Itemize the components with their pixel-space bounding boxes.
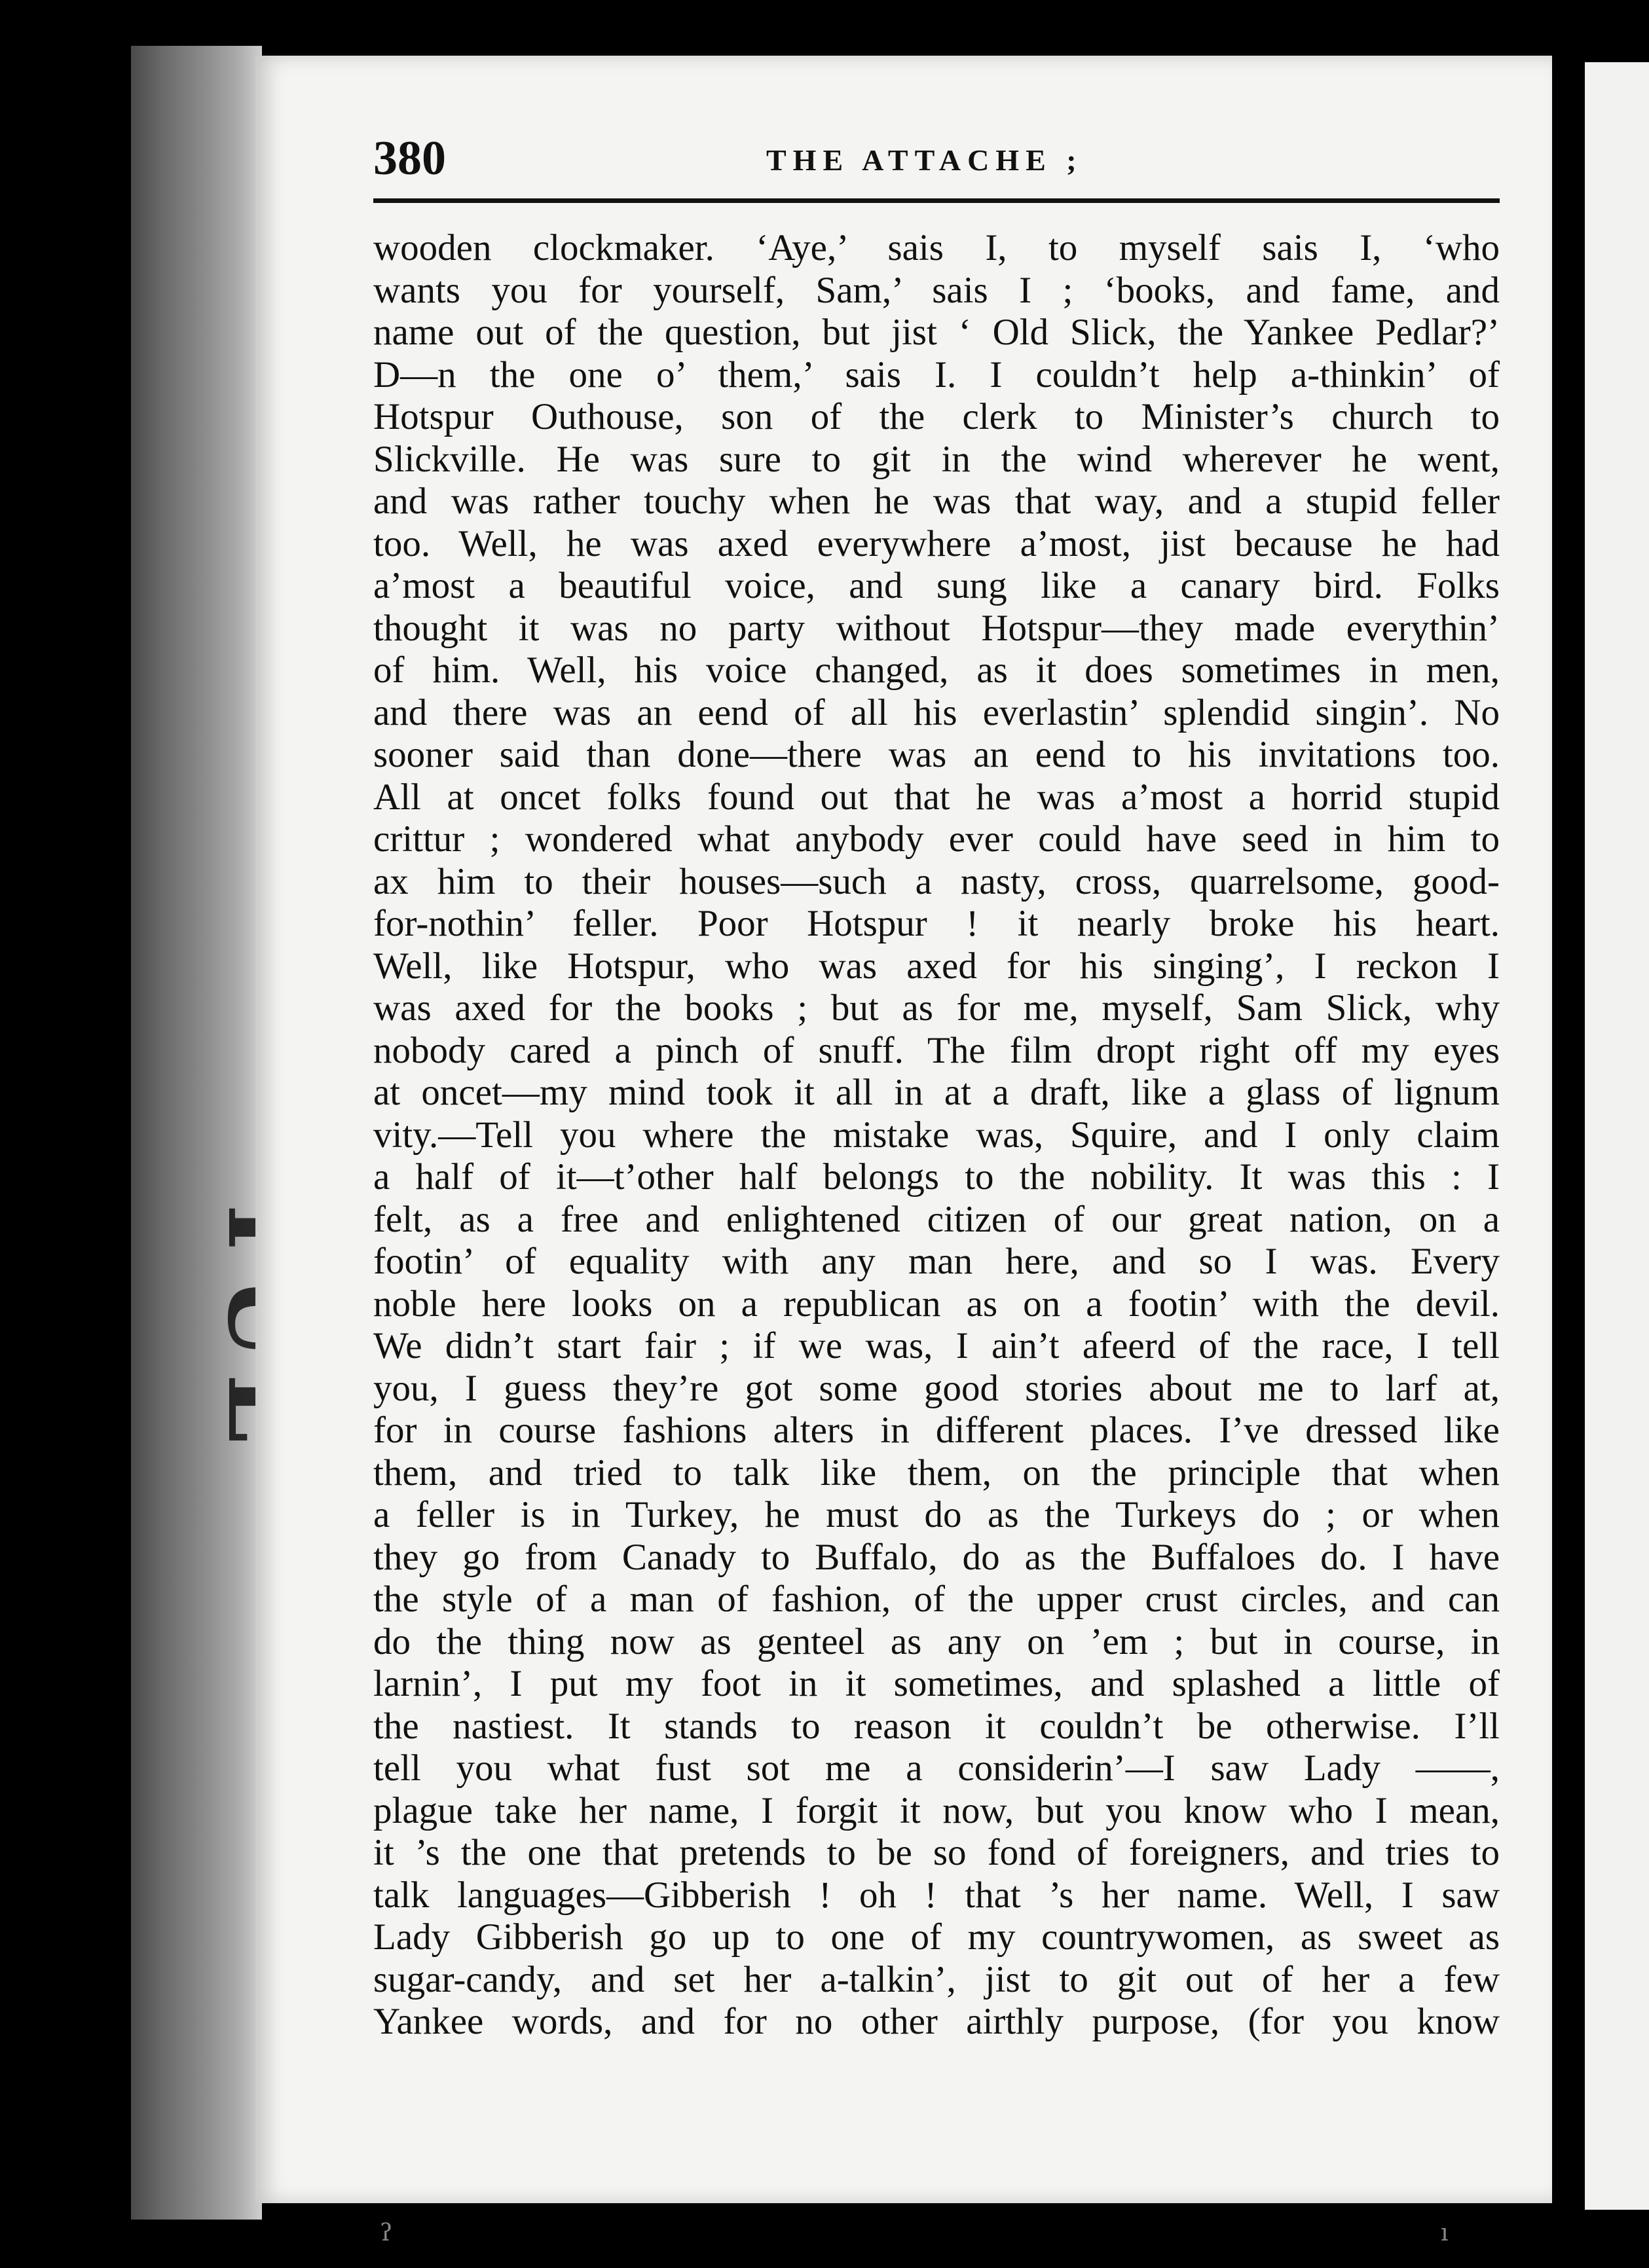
text-line: Hotspur Outhouse, son of the clerk to Minister’s church to bbox=[373, 396, 1500, 437]
text-line: felt, as a free and enlightened citizen of our great nation, on a bbox=[373, 1198, 1500, 1240]
text-line: sooner said than done—there was an eend to his invitations too. bbox=[373, 734, 1500, 775]
page-number: 380 bbox=[373, 132, 446, 185]
text-line: for in course fashions alters in different places. I’ve dressed like bbox=[373, 1410, 1500, 1451]
text-line: We didn’t start fair ; if we was, I ain’t afeerd of the race, I tell bbox=[373, 1325, 1500, 1366]
text-line: too. Well, he was axed everywhere a’most, jist because he had bbox=[373, 522, 1500, 564]
text-line: Slickville. He was sure to git in the wind wherever he went, bbox=[373, 438, 1500, 480]
text-line: larnin’, I put my foot in it sometimes, and splashed a little of bbox=[373, 1663, 1500, 1704]
text-line: thought it was no party without Hotspur—they made everythin’ bbox=[373, 607, 1500, 649]
text-line: sugar-candy, and set her a-talkin’, jist to git out of her a few bbox=[373, 1958, 1500, 2000]
page bbox=[255, 56, 1552, 2203]
header-rule bbox=[373, 198, 1500, 203]
text-line: the style of a man of fashion, of the upper crust circles, and can bbox=[373, 1579, 1500, 1620]
text-line: was axed for the books ; but as for me, myself, Sam Slick, why bbox=[373, 987, 1500, 1029]
text-line: plague take her name, I forgit it now, but you know who I mean, bbox=[373, 1789, 1500, 1831]
text-line: them, and tried to talk like them, on the principle that when bbox=[373, 1452, 1500, 1493]
scan-mark-left: ʔ bbox=[380, 2220, 393, 2246]
body-text bbox=[373, 227, 1500, 2043]
text-line: ax him to their houses—such a nasty, cross, quarrelsome, good- bbox=[373, 860, 1500, 902]
footer-marks bbox=[0, 2220, 1649, 2259]
text-line: at oncet—my mind took it all in at a draft, like a glass of lignum bbox=[373, 1072, 1500, 1113]
text-line: talk languages—Gibberish ! oh ! that ’s her name. Well, I saw bbox=[373, 1874, 1500, 1916]
text-line: wants you for yourself, Sam,’ sais I ; ‘books, and fame, and bbox=[373, 269, 1500, 311]
text-line: Yankee words, and for no other airthly purpose, (for you know bbox=[373, 2001, 1500, 2042]
text-line: D—n the one o’ them,’ sais I. I couldn’t help a-thinkin’ of bbox=[373, 354, 1500, 395]
text-line: All at oncet folks found out that he was a’most a horrid stupid bbox=[373, 776, 1500, 818]
text-line: Lady Gibberish go up to one of my countrywomen, as sweet as bbox=[373, 1916, 1500, 1958]
text-line: the nastiest. It stands to reason it couldn’t be otherwise. I’ll bbox=[373, 1705, 1500, 1747]
text-line: vity.—Tell you where the mistake was, Squire, and I only claim bbox=[373, 1114, 1500, 1156]
scan-mark-right: ı bbox=[1441, 2220, 1449, 2246]
page-header bbox=[373, 131, 1487, 196]
text-line: crittur ; wondered what anybody ever could have seed in him to bbox=[373, 818, 1500, 860]
text-line: noble here looks on a republican as on a footin’ with the devil. bbox=[373, 1283, 1500, 1325]
text-line: wooden clockmaker. ‘Aye,’ sais I, to myself sais I, ‘who bbox=[373, 227, 1500, 268]
text-line: they go from Canady to Buffalo, do as the Buffaloes do. I have bbox=[373, 1536, 1500, 1578]
text-line: of him. Well, his voice changed, as it does sometimes in men, bbox=[373, 649, 1500, 691]
facing-page-edge bbox=[1585, 62, 1649, 2210]
text-line: a feller is in Turkey, he must do as the Turkeys do ; or when bbox=[373, 1494, 1500, 1535]
text-line: for-nothin’ feller. Poor Hotspur ! it nearly broke his heart. bbox=[373, 903, 1500, 944]
text-line: Well, like Hotspur, who was axed for his singing’, I reckon I bbox=[373, 945, 1500, 987]
text-line: a’most a beautiful voice, and sung like a canary bird. Folks bbox=[373, 565, 1500, 606]
text-line: and was rather touchy when he was that way, and a stupid feller bbox=[373, 481, 1500, 522]
text-line: footin’ of equality with any man here, and so I was. Every bbox=[373, 1241, 1500, 1282]
text-line: tell you what fust sot me a considerin’—I saw Lady ——, bbox=[373, 1747, 1500, 1789]
text-line: you, I guess they’re got some good stories about me to larf at, bbox=[373, 1367, 1500, 1409]
text-line: it ’s the one that pretends to be so fond of foreigners, and tries to bbox=[373, 1832, 1500, 1873]
text-line: name out of the question, but jist ‘ Old Slick, the Yankee Pedlar?’ bbox=[373, 312, 1500, 353]
text-line: nobody cared a pinch of snuff. The film dropt right off my eyes bbox=[373, 1029, 1500, 1071]
page-block-edge bbox=[131, 46, 262, 2220]
text-line: a half of it—t’other half belongs to the nobility. It was this : I bbox=[373, 1156, 1500, 1198]
text-line: and there was an eend of all his everlastin’ splendid singin’. No bbox=[373, 691, 1500, 733]
text-line: do the thing now as genteel as any on ’em ; but in course, in bbox=[373, 1620, 1500, 1662]
running-title: THE ATTACHE ; bbox=[766, 143, 1083, 177]
